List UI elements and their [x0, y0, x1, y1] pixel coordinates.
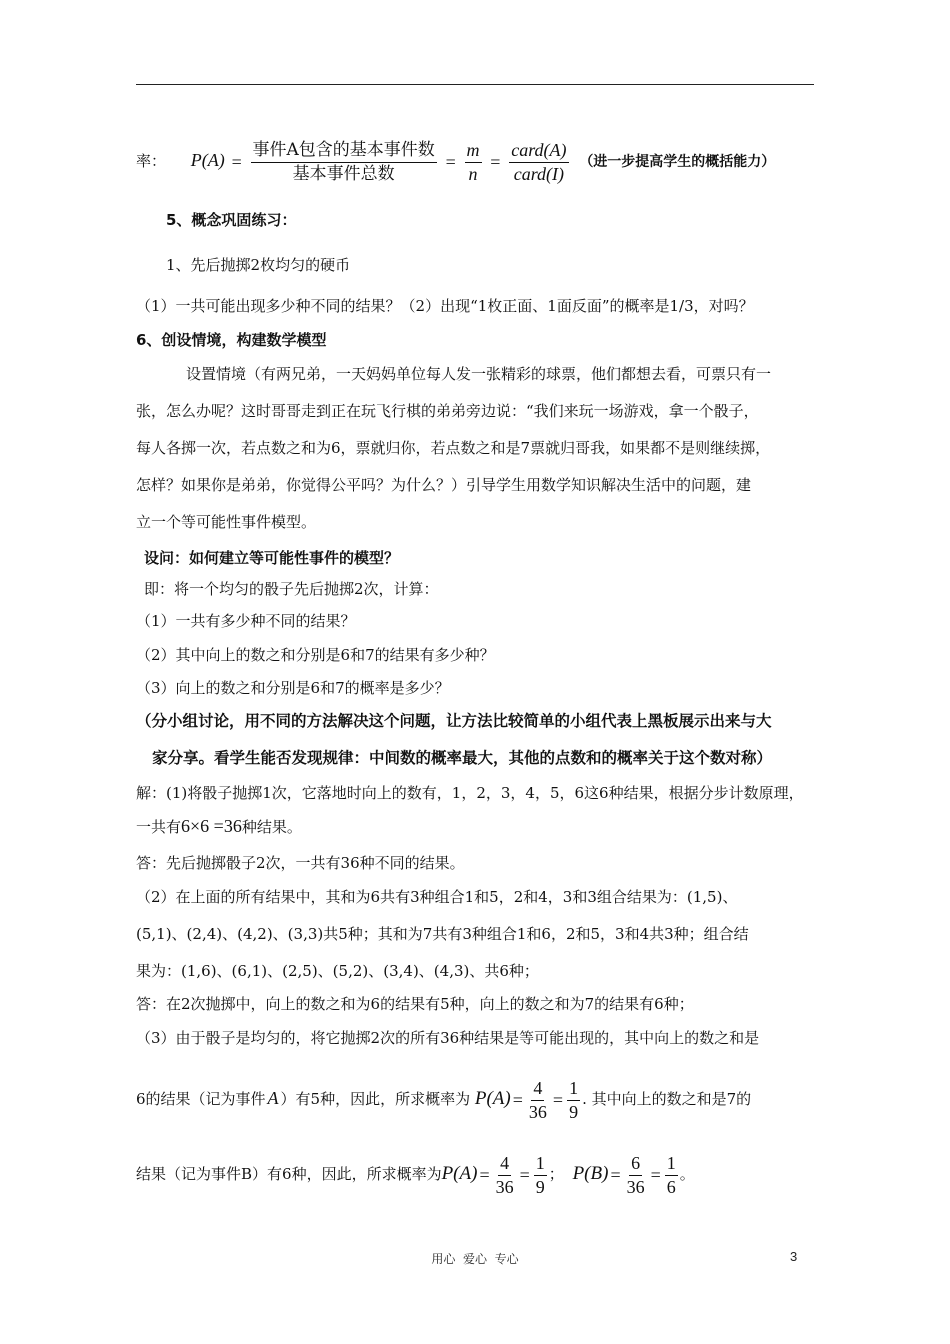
formula-frac2 [465, 140, 482, 185]
solution-3c-frac4-den: 6 [666, 1176, 676, 1197]
solution-1b-math: 6×6 =36 [181, 816, 242, 836]
solution-1b-pre: 一共有 [136, 818, 182, 836]
question-2: （2）其中向上的数之和分别是6和7的结果有多少种？ [136, 646, 495, 664]
solution-3c-frac4 [665, 1153, 678, 1198]
solution-3b-mid: ）有5种，因此，所求概率为 [280, 1090, 471, 1108]
solution-3c-frac2 [534, 1153, 547, 1198]
exercise-1-questions: （1）一共可能出现多少种不同的结果？（2）出现“1枚正面、1面反面”的概率是1/3，对吗？ [136, 297, 754, 315]
solution-3c-frac1-den: 36 [495, 1176, 514, 1197]
solution-1: 解：(1)将骰子抛掷1次，它落地时向上的数有，1，2，3，4，5，6这6种结果，根据分步计数原理， [136, 784, 804, 802]
solution-3c-frac1-num: 4 [498, 1153, 511, 1176]
formula-eq1: = [231, 152, 242, 172]
answer-1: 答：先后抛掷骰子2次，一共有36种不同的结果。 [136, 854, 465, 872]
solution-3b-frac2-den: 9 [569, 1101, 579, 1122]
solution-3c-frac2-den: 9 [535, 1176, 545, 1197]
solution-3b-pre: 6的结果（记为事件 [136, 1090, 266, 1108]
solution-3c-eq3: = [610, 1165, 621, 1185]
solution-3c-sep: ； [548, 1165, 564, 1183]
story-line-2: 张，怎么办呢？这时哥哥走到正在玩飞行棋的弟弟旁边说：“我们来玩一场游戏，拿一个骰子， [136, 402, 759, 420]
solution-2-line-2: (5,1)、(2,4)、(4,2)、(3,3)共5种；其和为7共有3种组合1和6，2和5，3和4共3种；组合结 [136, 925, 749, 943]
question-3: （3）向上的数之和分别是6和7的概率是多少？ [136, 679, 450, 697]
solution-3c [136, 1150, 695, 1199]
solution-3b-eq: = [512, 1090, 523, 1110]
solution-3c-lhs2: P(B) [572, 1163, 609, 1184]
formula-frac3 [509, 140, 568, 185]
solution-3b-frac1 [527, 1078, 549, 1123]
story-line-1: 设置情境（有两兄弟，一天妈妈单位每人发一张精彩的球票，他们都想去看，可票只有一 [186, 365, 772, 383]
solution-3c-frac3 [625, 1153, 647, 1198]
header-rule [136, 84, 814, 85]
formula-eq3: = [490, 152, 501, 172]
solution-3b-post: . 其中向上的数之和是7的 [582, 1090, 752, 1108]
solution-3b [136, 1074, 751, 1124]
exercise-1: 1、先后抛掷2枚均匀的硬币 [166, 256, 351, 274]
formula-frac1-num: 事件A包含的基本事件数 [251, 140, 437, 163]
page-number: 3 [790, 1249, 798, 1264]
formula-frac2-den: n [468, 163, 478, 184]
probability-formula [136, 137, 775, 185]
formula-prefix: 率： [136, 152, 167, 170]
task-text: 即：将一个均匀的骰子先后抛掷2次，计算： [144, 580, 439, 598]
solution-3c-lhs: P(A) [441, 1163, 478, 1184]
formula-frac3-den: card(I) [513, 163, 565, 184]
formula-lhs: P(A) [190, 150, 225, 170]
solution-3b-frac1-num: 4 [531, 1078, 544, 1101]
formula-note: （进一步提高学生的概括能力） [579, 154, 776, 170]
story-line-4: 怎样？如果你是弟弟，你觉得公平吗？为什么？）引导学生用数学知识解决生活中的问题，建 [136, 476, 752, 494]
solution-3b-frac1-den: 36 [528, 1101, 547, 1122]
solution-3b-lhs: P(A) [474, 1088, 511, 1109]
discussion-line-1: （分小组讨论，用不同的方法解决这个问题，让方法比较简单的小组代表上黑板展示出来与大 [136, 712, 772, 730]
solution-3c-end: 。 [679, 1165, 695, 1183]
solution-3c-pre: 结果（记为事件B）有6种，因此，所求概率为 [136, 1165, 442, 1183]
solution-3c-frac3-num: 6 [629, 1153, 642, 1176]
solution-3c-frac1 [494, 1153, 516, 1198]
question-title: 设问：如何建立等可能性事件的模型？ [144, 549, 400, 567]
solution-3b-frac2 [567, 1078, 580, 1123]
solution-3c-frac2-num: 1 [534, 1153, 547, 1176]
solution-2-line-3: 果为：(1,6)、(6,1)、(2,5)、(5,2)、(3,4)、(4,3)、共6种； [136, 962, 539, 980]
solution-3b-eq2: = [552, 1090, 564, 1110]
section-6-title: 6、创设情境，构建数学模型 [136, 331, 327, 349]
formula-frac3-num: card(A) [509, 140, 568, 163]
solution-3c-frac4-num: 1 [665, 1153, 678, 1176]
solution-1b-post: 种结果。 [241, 818, 302, 836]
answer-2: 答：在2次抛掷中，向上的数之和为6的结果有5种，向上的数之和为7的结果有6种； [136, 995, 694, 1013]
story-line-5: 立一个等可能性事件模型。 [136, 513, 317, 531]
solution-3b-event: A [267, 1088, 279, 1108]
discussion-line-2: 家分享。看学生能否发现规律：中间数的概率最大，其他的点数和的概率关于这个数对称） [152, 749, 773, 767]
formula-frac1-den: 基本事件总数 [292, 163, 395, 184]
page-footer: 用心 爱心 专心 [431, 1252, 519, 1266]
solution-3c-eq2: = [519, 1165, 530, 1185]
question-1: （1）一共有多少种不同的结果？ [136, 612, 356, 630]
solution-3c-eq: = [479, 1165, 490, 1185]
section-5-title: 5、概念巩固练习： [166, 211, 297, 229]
solution-1b [136, 816, 302, 837]
solution-3: （3）由于骰子是均匀的，将它抛掷2次的所有36种结果是等可能出现的，其中向上的数之和是 [136, 1029, 760, 1047]
solution-3c-frac3-den: 36 [626, 1176, 645, 1197]
solution-3b-frac2-num: 1 [567, 1078, 580, 1101]
formula-eq2: = [445, 152, 456, 172]
solution-3c-eq4: = [650, 1165, 661, 1185]
formula-frac1 [251, 140, 437, 185]
solution-2-line-1: （2）在上面的所有结果中，其和为6共有3种组合1和5，2和4，3和3组合结果为：(1,5)、 [136, 888, 738, 906]
story-line-3: 每人各掷一次，若点数之和为6，票就归你，若点数之和是7票就归哥我，如果都不是则继续掷， [136, 439, 771, 457]
formula-frac2-num: m [465, 140, 482, 163]
